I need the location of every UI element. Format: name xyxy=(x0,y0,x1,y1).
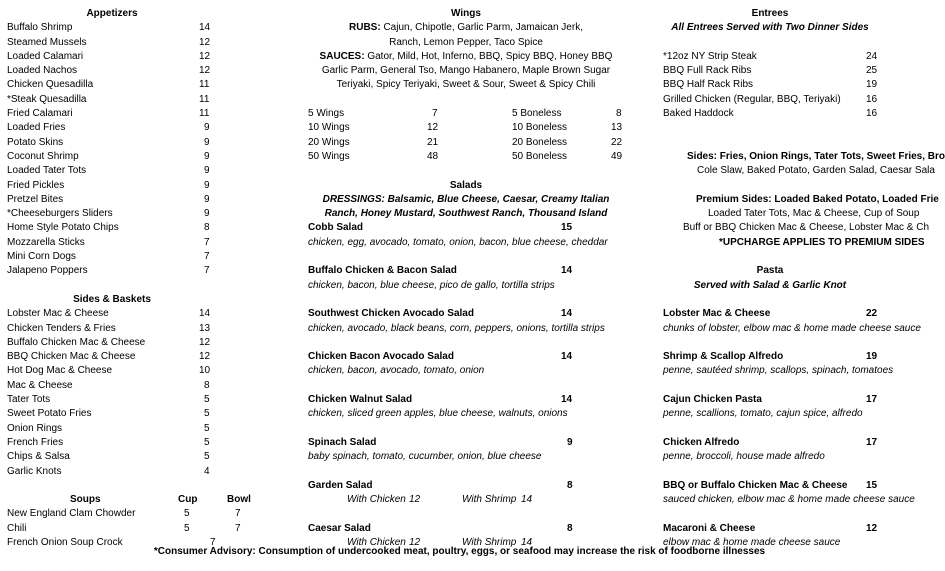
soup-name: French Onion Soup Crock xyxy=(7,536,123,548)
entree-name: Baked Haddock xyxy=(663,108,734,120)
boneless-name: 20 Boneless xyxy=(512,136,568,148)
entree-list xyxy=(663,50,919,121)
menu-item xyxy=(7,250,217,264)
menu-item xyxy=(7,121,217,135)
boneless-price: 13 xyxy=(611,122,623,134)
item-price: 12 xyxy=(199,50,211,62)
premium-text-3: Buff or BBQ Chicken Mac & Cheese, Lobster Mac & Ch xyxy=(683,222,930,234)
salad-name: Chicken Walnut Salad xyxy=(308,394,413,406)
wings-name: 50 Wings xyxy=(308,150,350,162)
item-name: Home Style Potato Chips xyxy=(7,222,119,234)
entree-item xyxy=(663,50,919,64)
item-name: Coconut Shrimp xyxy=(7,150,79,162)
menu-item xyxy=(7,136,217,150)
item-name: Chicken Tenders & Fries xyxy=(7,322,116,334)
item-name: Loaded Calamari xyxy=(7,50,84,62)
premium-sides-line3 xyxy=(663,221,930,235)
item-price: 11 xyxy=(199,93,210,105)
item-price: 9 xyxy=(204,179,210,191)
item-name: Potato Skins xyxy=(7,136,64,148)
boneless-name: 10 Boneless xyxy=(512,122,568,134)
item-price: 5 xyxy=(204,394,210,406)
left-column xyxy=(7,7,251,550)
entree-price: 25 xyxy=(866,65,878,77)
soup-name: Chili xyxy=(7,522,27,534)
wings-heading: Wings xyxy=(451,8,481,19)
pasta-price: 22 xyxy=(866,308,878,320)
item-price: 13 xyxy=(199,322,211,334)
soup-name: New England Clam Chowder xyxy=(7,508,136,520)
pasta-desc: elbow mac & home made cheese sauce xyxy=(663,536,841,548)
item-name: Onion Rings xyxy=(7,422,63,434)
pasta-name: BBQ or Buffalo Chicken Mac & Cheese xyxy=(663,479,848,491)
sides-list xyxy=(7,307,217,479)
menu-item xyxy=(7,350,217,364)
wings-sauces-line1 xyxy=(308,50,624,64)
menu-item xyxy=(7,407,217,421)
salad-name: Spinach Salad xyxy=(308,436,377,448)
boneless-price: 8 xyxy=(616,108,622,120)
wings-price: 7 xyxy=(432,108,438,120)
item-price: 12 xyxy=(199,36,211,48)
addon-shrimp-price: 14 xyxy=(521,494,533,506)
pasta-item xyxy=(663,479,919,493)
salad-name: Chicken Bacon Avocado Salad xyxy=(308,351,454,363)
salad-name: Cobb Salad xyxy=(308,222,364,234)
item-price: 8 xyxy=(204,379,210,391)
item-name: Garlic Knots xyxy=(7,465,62,477)
soup-bowl-price: 7 xyxy=(210,536,216,548)
entrees-heading: Entrees xyxy=(751,8,789,19)
item-name: Steamed Mussels xyxy=(7,36,87,48)
soup-bowl-price: 7 xyxy=(235,508,241,520)
salad-price: 9 xyxy=(567,436,573,448)
menu-item xyxy=(7,207,217,221)
pasta-desc: sauced chicken, elbow mac & home made cheese sauce xyxy=(663,494,915,506)
item-price: 12 xyxy=(199,65,211,77)
item-name: Chips & Salsa xyxy=(7,451,70,463)
spacer xyxy=(663,422,919,436)
menu-item xyxy=(7,422,217,436)
sauces-text-1: Gator, Mild, Hot, Inferno, BBQ, Spicy BBQ, Honey BBQ xyxy=(367,50,613,62)
menu-item xyxy=(7,336,217,350)
pasta-price: 17 xyxy=(866,394,878,406)
menu-item xyxy=(7,193,217,207)
menu-item xyxy=(7,307,217,321)
item-price: 14 xyxy=(199,22,211,34)
item-price: 12 xyxy=(199,336,211,348)
salads-heading: Salads xyxy=(449,179,483,191)
item-name: Tater Tots xyxy=(7,394,51,406)
menu-item xyxy=(7,150,217,164)
salad-price: 14 xyxy=(561,308,573,320)
salad-spinach xyxy=(308,436,628,450)
item-price: 11 xyxy=(199,79,210,91)
item-price: 7 xyxy=(204,251,210,263)
salad-buffalo xyxy=(308,264,628,278)
item-price: 9 xyxy=(204,150,210,162)
soup-list xyxy=(7,507,241,550)
entree-sides-line2 xyxy=(663,164,935,178)
wings-sauces-line3: Teriyaki, Spicy Teriyaki, Sweet & Sour, Sweet & Spicy Chili xyxy=(336,79,596,91)
item-price: 9 xyxy=(204,136,210,148)
item-name: French Fries xyxy=(7,436,64,448)
wings-sauces-line2: Garlic Parm, General Tso, Mango Habanero, Maple Brown Sugar xyxy=(321,65,611,77)
soups-heading: Soups xyxy=(70,494,101,506)
salad-cobb xyxy=(308,221,628,235)
item-name: Mac & Cheese xyxy=(7,379,73,391)
pasta-desc: chunks of lobster, elbow mac & home made cheese sauce xyxy=(663,322,921,334)
salad-walnut xyxy=(308,393,628,407)
premium-text-1: Premium Sides: Loaded Baked Potato, Loaded Frie xyxy=(696,193,939,205)
entree-item xyxy=(663,64,919,78)
appetizers-heading: Appetizers xyxy=(86,8,138,19)
item-price: 11 xyxy=(199,108,210,120)
addon-chicken-price: 12 xyxy=(409,536,421,548)
boneless-name: 5 Boneless xyxy=(512,108,562,120)
item-name: Mozzarella Sticks xyxy=(7,236,85,248)
salads-dressings-line2: Ranch, Honey Mustard, Southwest Ranch, Thousand Island xyxy=(324,208,608,220)
pasta-price: 15 xyxy=(866,479,878,491)
pasta-desc: penne, broccoli, house made alfredo xyxy=(663,451,825,463)
menu-item xyxy=(7,21,217,35)
spacer xyxy=(663,336,919,350)
boneless-price: 22 xyxy=(611,136,623,148)
item-price: 5 xyxy=(204,436,210,448)
wings-rubs-line2: Ranch, Lemon Pepper, Taco Spice xyxy=(389,36,543,48)
salad-price: 14 xyxy=(561,351,573,363)
menu-item xyxy=(7,107,217,121)
wings-name: 10 Wings xyxy=(308,122,350,134)
item-name: Buffalo Chicken Mac & Cheese xyxy=(7,336,146,348)
wings-price: 12 xyxy=(427,122,439,134)
wings-name: 5 Wings xyxy=(308,108,345,120)
salad-buffalo-desc: chicken, bacon, blue cheese, pico de gallo, tortilla strips xyxy=(308,279,555,291)
wings-row xyxy=(308,150,628,164)
entree-price: 16 xyxy=(866,108,878,120)
salad-name: Southwest Chicken Avocado Salad xyxy=(308,308,474,320)
item-name: Loaded Nachos xyxy=(7,65,78,77)
sides-baskets-heading: Sides & Baskets xyxy=(73,293,151,305)
salad-price: 8 xyxy=(567,479,573,491)
item-price: 4 xyxy=(204,465,210,477)
entree-name: BBQ Half Rack Ribs xyxy=(663,79,754,91)
wings-row xyxy=(308,121,628,135)
wings-rubs-line1 xyxy=(308,21,624,35)
pasta-item xyxy=(663,307,919,321)
item-price: 7 xyxy=(204,236,210,248)
wings-price: 48 xyxy=(427,150,439,162)
menu-item xyxy=(7,364,217,378)
menu-item xyxy=(7,322,217,336)
item-name: *Cheeseburgers Sliders xyxy=(7,208,113,220)
entree-name: *12oz NY Strip Steak xyxy=(663,50,757,62)
wings-row xyxy=(308,136,628,150)
entree-item xyxy=(663,93,919,107)
item-price: 5 xyxy=(204,422,210,434)
spacer xyxy=(663,465,919,479)
pasta-name: Macaroni & Cheese xyxy=(663,522,756,534)
soups-cup-label: Cup xyxy=(178,494,198,506)
item-price: 9 xyxy=(204,193,210,205)
rubs-label: RUBS: xyxy=(349,22,381,34)
item-name: *Steak Quesadilla xyxy=(7,93,87,105)
salad-garden-addons xyxy=(308,493,628,507)
salad-price: 8 xyxy=(567,522,573,534)
spacer xyxy=(308,164,628,178)
premium-sides-line1 xyxy=(663,193,939,207)
addon-shrimp-label: With Shrimp xyxy=(462,494,517,506)
spacer xyxy=(663,507,919,521)
menu-item xyxy=(7,379,217,393)
menu-item xyxy=(7,78,217,92)
menu-item xyxy=(7,164,217,178)
soups-bowl-label: Bowl xyxy=(227,494,251,506)
pasta-name: Cajun Chicken Pasta xyxy=(663,394,762,406)
item-price: 8 xyxy=(204,222,210,234)
salad-bacon-avocado-desc: chicken, bacon, avocado, tomato, onion xyxy=(308,365,485,377)
item-name: Lobster Mac & Cheese xyxy=(7,308,109,320)
menu-item xyxy=(7,50,217,64)
pasta-item xyxy=(663,436,919,450)
item-price: 9 xyxy=(204,122,210,134)
salad-bacon-avocado xyxy=(308,350,628,364)
right-column xyxy=(663,7,945,550)
soup-bowl-price: 7 xyxy=(235,522,241,534)
sides-text-1: Sides: Fries, Onion Rings, Tater Tots, Sweet Fries, Bro xyxy=(687,150,945,162)
salad-southwest-desc: chicken, avocado, black beans, corn, peppers, onions, tortilla strips xyxy=(308,322,605,334)
wings-row xyxy=(308,107,628,121)
soup-item xyxy=(7,507,241,521)
soup-cup-price: 5 xyxy=(184,522,190,534)
menu-item xyxy=(7,393,217,407)
consumer-advisory: *Consumer Advisory: Consumption of undercooked meat, poultry, eggs, or seafood may increase the risk of foodborne illnesses xyxy=(153,546,766,557)
entree-price: 16 xyxy=(866,93,878,105)
item-name: Fried Calamari xyxy=(7,108,73,120)
upcharge-text: *UPCHARGE APPLIES TO PREMIUM SIDES xyxy=(719,236,925,248)
salads-dressings-line1: DRESSINGS: Balsamic, Blue Cheese, Caesar, Creamy Italian xyxy=(322,193,610,205)
pasta-price: 12 xyxy=(866,522,878,534)
pasta-item xyxy=(663,393,919,407)
salad-southwest xyxy=(308,307,628,321)
soups-header-row xyxy=(7,493,251,507)
pasta-list xyxy=(663,307,919,550)
item-price: 9 xyxy=(204,208,210,220)
item-name: Pretzel Bites xyxy=(7,193,64,205)
item-name: Mini Corn Dogs xyxy=(7,251,76,263)
entree-price: 19 xyxy=(866,79,878,91)
item-name: Jalapeno Poppers xyxy=(7,265,88,277)
item-price: 5 xyxy=(204,408,210,420)
item-name: Hot Dog Mac & Cheese xyxy=(7,365,113,377)
entree-name: Grilled Chicken (Regular, BBQ, Teriyaki) xyxy=(663,93,841,105)
addon-chicken-price: 12 xyxy=(409,494,421,506)
wings-price: 21 xyxy=(427,136,439,148)
item-name: BBQ Chicken Mac & Cheese xyxy=(7,351,136,363)
item-price: 5 xyxy=(204,451,210,463)
item-price: 10 xyxy=(199,365,211,377)
menu-item xyxy=(7,465,217,479)
pasta-item xyxy=(663,522,919,536)
item-name: Loaded Tater Tots xyxy=(7,165,87,177)
item-price: 7 xyxy=(204,265,210,277)
menu-item xyxy=(7,93,217,107)
appetizer-list xyxy=(7,21,217,278)
soup-cup-price: 5 xyxy=(184,508,190,520)
entree-name: BBQ Full Rack Ribs xyxy=(663,65,752,77)
item-name: Loaded Fries xyxy=(7,122,66,134)
entree-item xyxy=(663,107,919,121)
pasta-desc: penne, scallions, tomato, cajun spice, alfredo xyxy=(663,408,863,420)
item-price: 14 xyxy=(199,308,211,320)
pasta-price: 17 xyxy=(866,436,878,448)
salad-price: 14 xyxy=(561,265,573,277)
item-price: 9 xyxy=(204,165,210,177)
middle-column xyxy=(308,7,628,550)
rubs-text-1: Cajun, Chipotle, Garlic Parm, Jamaican Jerk, xyxy=(383,22,583,34)
salad-caesar xyxy=(308,522,628,536)
soup-item xyxy=(7,522,241,536)
pasta-subtitle: Served with Salad & Garlic Knot xyxy=(693,279,847,291)
salad-name: Garden Salad xyxy=(308,479,373,491)
addon-chicken-label: With Chicken xyxy=(347,536,406,548)
boneless-price: 49 xyxy=(611,150,623,162)
item-name: Buffalo Shrimp xyxy=(7,22,73,34)
menu-item xyxy=(7,436,217,450)
salad-walnut-desc: chicken, sliced green apples, blue cheese, walnuts, onions xyxy=(308,408,568,420)
pasta-name: Shrimp & Scallop Alfredo xyxy=(663,351,784,363)
pasta-item xyxy=(663,350,919,364)
upcharge-note xyxy=(663,236,925,250)
entree-sides-line1 xyxy=(663,150,945,164)
wings-price-list xyxy=(308,107,628,178)
pasta-price: 19 xyxy=(866,351,878,363)
entree-price: 24 xyxy=(866,50,878,62)
pasta-heading: Pasta xyxy=(756,265,784,277)
entree-item xyxy=(663,78,919,92)
item-name: Chicken Quesadilla xyxy=(7,79,94,91)
pasta-name: Chicken Alfredo xyxy=(663,436,740,448)
menu-item xyxy=(7,221,217,235)
spacer xyxy=(663,379,919,393)
item-name: Fried Pickles xyxy=(7,179,65,191)
salad-garden xyxy=(308,479,628,493)
item-name: Sweet Potato Fries xyxy=(7,408,92,420)
salad-cobb-desc: chicken, egg, avocado, tomato, onion, bacon, blue cheese, cheddar xyxy=(308,236,608,248)
sauces-label: SAUCES: xyxy=(319,50,365,62)
item-price: 12 xyxy=(199,351,211,363)
menu-item xyxy=(7,450,217,464)
addon-shrimp-label: With Shrimp xyxy=(462,536,517,548)
salad-price: 15 xyxy=(561,222,573,234)
wings-name: 20 Wings xyxy=(308,136,350,148)
boneless-name: 50 Boneless xyxy=(512,150,568,162)
menu-item xyxy=(7,36,217,50)
menu-item xyxy=(7,64,217,78)
addon-chicken-label: With Chicken xyxy=(347,494,406,506)
sides-text-2: Cole Slaw, Baked Potato, Garden Salad, Caesar Sala xyxy=(697,165,935,177)
menu-item xyxy=(7,236,217,250)
salad-name: Buffalo Chicken & Bacon Salad xyxy=(308,265,457,277)
entrees-subtitle: All Entrees Served with Two Dinner Sides xyxy=(671,22,869,34)
premium-text-2: Loaded Tater Tots, Mac & Cheese, Cup of Soup xyxy=(708,208,920,220)
salad-spinach-desc: baby spinach, tomato, cucumber, onion, blue cheese xyxy=(308,451,542,463)
menu-item xyxy=(7,264,217,278)
pasta-name: Lobster Mac & Cheese xyxy=(663,308,771,320)
addon-shrimp-price: 14 xyxy=(521,536,533,548)
salad-name: Caesar Salad xyxy=(308,522,371,534)
menu-item xyxy=(7,179,217,193)
premium-sides-line2 xyxy=(663,207,919,221)
salad-price: 14 xyxy=(561,394,573,406)
pasta-desc: penne, sautéed shrimp, scallops, spinach, tomatoes xyxy=(663,365,894,377)
